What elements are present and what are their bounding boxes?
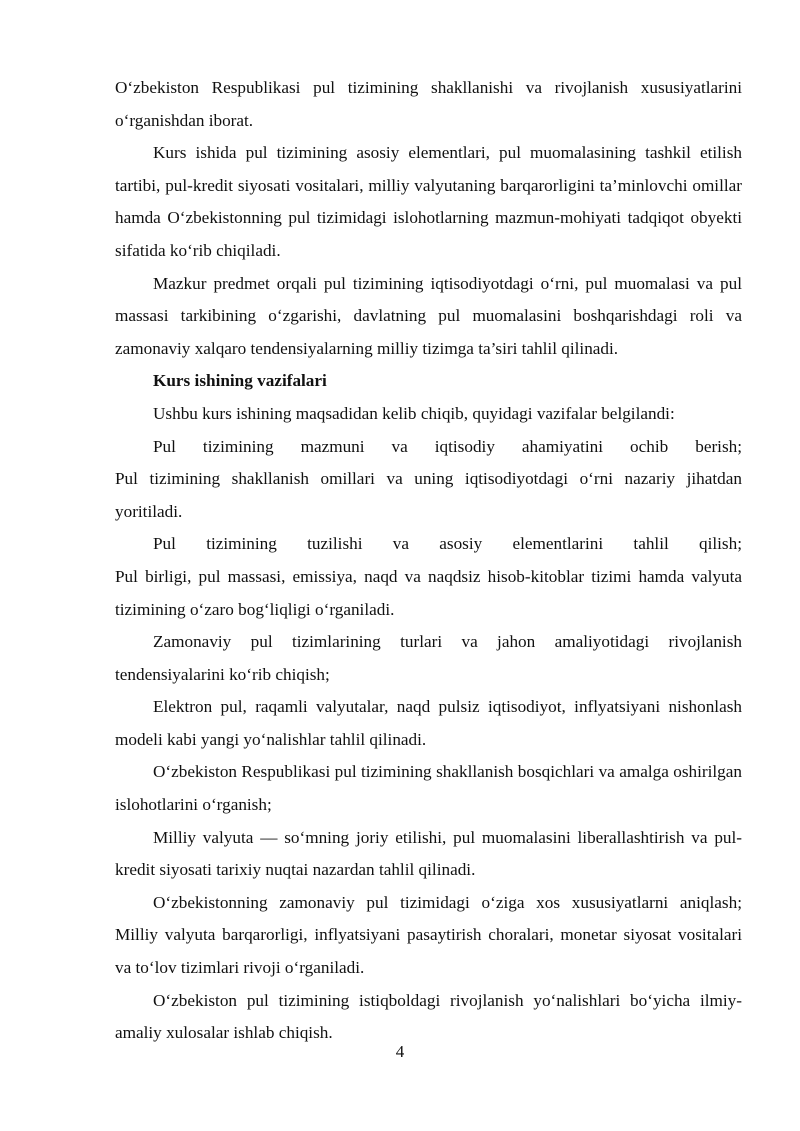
task-2-description: Pul birligi, pul massasi, emissiya, naqd va naqdsiz hisob-kitoblar tizimi hamda valyuta tizimining o‘zaro bog‘liqligi o‘rganiladi. <box>115 566 742 619</box>
paragraph-tasks-intro: Ushbu kurs ishining maqsadidan kelib chiqib, quyidagi vazifalar belgilandi: <box>153 403 675 423</box>
task-4-description: Milliy valyuta — so‘mning joriy etilishi, pul muomalasini liberallashtirish va pul-kredit siyosati tarixiy nuqtai nazardan tahlil qilinadi. <box>115 827 742 880</box>
task-3-description: Elektron pul, raqamli valyutalar, naqd pulsiz iqtisodiyot, inflyatsiyani nishonlash modeli kabi yangi yo‘nalishlar tahlil qilinadi. <box>115 697 742 749</box>
task-6-title: O‘zbekiston pul tizimining istiqboldagi rivojlanish yo‘nalishlari bo‘yicha ilmiy-amaliy xulosalar ishlab chiqish. <box>115 990 742 1043</box>
task-1-description: Pul tizimining shakllanish omillari va uning iqtisodiyotdagi o‘rni nazariy jihatdan yoritiladi. <box>115 469 742 521</box>
paragraph-research-object: Kurs ishida pul tizimining asosiy elementlari, pul muomalasining tashkil etilish tartibi, pul-kredit siyosati vositalari, milliy valyutaning barqarorligini ta’minlovchi omillar hamda O‘zbekistonning pul tizimidagi islohotlarning mazmun-mohiyati tadqiqot obyekti sifatida ko‘rib chiqiladi. <box>115 143 742 260</box>
task-4-title: O‘zbekiston Respublikasi pul tizimining shakllanish bosqichlari va amalga oshirilgan islohotlarini o‘rganish; <box>115 762 742 815</box>
task-2-title: Pul tizimining tuzilishi va asosiy elementlarini tahlil qilish; <box>153 534 742 554</box>
task-5-title: O‘zbekistonning zamonaviy pul tizimidagi o‘ziga xos xususiyatlarni aniqlash; <box>153 892 742 912</box>
paragraph-intro-continuation: O‘zbekiston Respublikasi pul tizimining shakllanishi va rivojlanish xususiyatlarini o‘rganishdan iborat. <box>115 78 742 130</box>
section-heading-tasks: Kurs ishining vazifalari <box>153 371 327 391</box>
task-5-description: Milliy valyuta barqarorligi, inflyatsiyani pasaytirish choralari, monetar siyosat vositalari va to‘lov tizimlari rivoji o‘rganiladi. <box>115 925 742 978</box>
document-body <box>115 72 742 1050</box>
task-1-title: Pul tizimining mazmuni va iqtisodiy ahamiyatini ochib berish; <box>153 436 742 456</box>
paragraph-research-subject: Mazkur predmet orqali pul tizimining iqtisodiyotdagi o‘rni, pul muomalasi va pul massasi tarkibining o‘zgarishi, davlatning pul muomalasini boshqarishdagi roli va zamonaviy xalqaro tendensiyalarning milliy tizimga ta’siri tahlil qilinadi. <box>115 273 742 358</box>
page-number: 4 <box>395 1042 405 1061</box>
task-3-title: Zamonaviy pul tizimlarining turlari va jahon amaliyotidagi rivojlanish tendensiyalarini ko‘rib chiqish; <box>115 632 742 684</box>
